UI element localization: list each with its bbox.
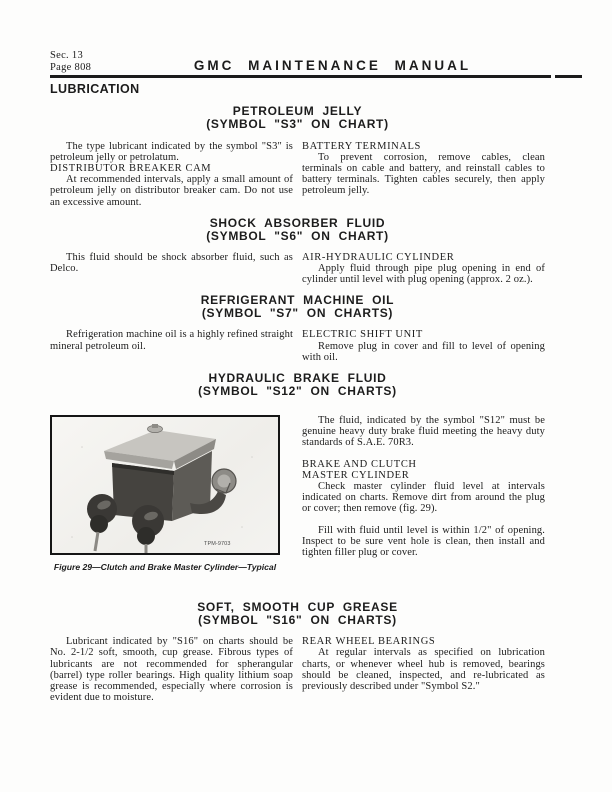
figure-column bbox=[50, 415, 293, 573]
section-columns bbox=[50, 329, 545, 363]
paragraph: Refrigeration machine oil is a highly refined straight mineral petroleum oil. bbox=[50, 329, 293, 352]
section-columns bbox=[50, 415, 545, 573]
header-rule bbox=[50, 75, 583, 78]
subheading: MASTER CYLINDER bbox=[302, 469, 410, 481]
right-column bbox=[302, 329, 545, 363]
paragraph: At recommended intervals, apply a small amount of petroleum jelly on distributor breaker cam. Do not use an excessive amount. bbox=[50, 174, 293, 208]
paragraph: Check master cylinder fluid level at intervals indicated on charts. Remove dirt from around the plug or cover; then remove (fig. 29). bbox=[302, 481, 545, 515]
paragraph: Lubricant indicated by "S16" on charts should be No. 2-1/2 soft, smooth, cup grease. Fibrous types of lubricants are not recommended for spherangular (barrel) type roller bearings. High quality lithium soap grease is recommended, especially where corrosion is evident due to moisture. bbox=[50, 636, 293, 704]
section-title-hydraulic-brake-fluid bbox=[50, 372, 545, 398]
header-rule-long bbox=[50, 75, 551, 78]
paragraph: To prevent corrosion, remove cables, clean terminals on cable and battery, and reinstall cables to battery terminals. Tighten cables securely, then apply petroleum jelly. bbox=[302, 151, 545, 197]
photo-id-label: TPM-9703 bbox=[204, 541, 231, 548]
section-title: SOFT, SMOOTH CUP GREASE bbox=[197, 600, 398, 615]
section-title-refrigerant-machine-oil bbox=[50, 294, 545, 320]
section-title: SHOCK ABSORBER FLUID bbox=[209, 215, 386, 230]
section-subtitle: (SYMBOL "S7" ON CHARTS) bbox=[201, 306, 394, 321]
paragraph: Remove plug in cover and fill to level of opening with oil. bbox=[302, 340, 545, 363]
subheading: AIR-HYDRAULIC CYLINDER bbox=[302, 251, 455, 263]
subheading: BRAKE AND CLUTCH bbox=[302, 458, 417, 470]
subheading: DISTRIBUTOR BREAKER CAM bbox=[50, 163, 212, 174]
section-title-soft-smooth-cup-grease bbox=[50, 601, 545, 627]
section-subtitle: (SYMBOL "S16" ON CHARTS) bbox=[198, 613, 397, 628]
master-cylinder-illustration bbox=[52, 417, 278, 553]
right-column bbox=[302, 252, 545, 286]
section-title: HYDRAULIC BRAKE FLUID bbox=[208, 371, 387, 386]
section-columns bbox=[50, 252, 545, 286]
left-column bbox=[50, 252, 293, 286]
left-column bbox=[50, 329, 293, 363]
page-number-label: Page 808 bbox=[50, 61, 92, 73]
paragraph: Fill with fluid until level is within 1/2" of opening. Inspect to be sure vent hole is clean, then install and tighten filler plug or cover. bbox=[302, 524, 545, 559]
section-subtitle: (SYMBOL "S12" ON CHARTS) bbox=[198, 384, 397, 399]
section-title-shock-absorber-fluid bbox=[50, 217, 545, 243]
section-columns bbox=[50, 141, 545, 208]
subheading: BATTERY TERMINALS bbox=[302, 140, 421, 152]
subheading: REAR WHEEL BEARINGS bbox=[302, 636, 436, 648]
header-rule-dash bbox=[555, 75, 582, 78]
section-number-label: Sec. 13 bbox=[50, 50, 84, 61]
section-title: PETROLEUM JELLY bbox=[232, 103, 363, 118]
figure-box bbox=[50, 415, 280, 555]
paragraph: Apply fluid through pipe plug opening in end of cylinder until level with plug opening (approx. 2 oz.). bbox=[302, 263, 545, 286]
subheading: ELECTRIC SHIFT UNIT bbox=[302, 329, 423, 341]
paragraph: The fluid, indicated by the symbol "S12" must be genuine heavy duty brake fluid meeting the heavy duty standards of S.A.E. 70R3. bbox=[302, 415, 545, 449]
paragraph: The type lubricant indicated by the symbol "S3" is petroleum jelly or petrolatum. bbox=[50, 140, 293, 163]
right-column bbox=[302, 636, 545, 703]
right-column bbox=[302, 415, 545, 573]
manual-title: GMC MAINTENANCE MANUAL bbox=[193, 58, 472, 73]
section-title-petroleum-jelly bbox=[50, 105, 545, 131]
right-column bbox=[302, 141, 545, 208]
section-columns bbox=[50, 636, 545, 703]
left-column bbox=[50, 141, 293, 208]
left-column bbox=[50, 636, 293, 703]
header-meta bbox=[50, 50, 170, 73]
section-subtitle: (SYMBOL "S6" ON CHART) bbox=[206, 228, 389, 243]
figure-caption: Figure 29—Clutch and Brake Master Cylinder—Typical bbox=[53, 562, 277, 573]
section-subtitle: (SYMBOL "S3" ON CHART) bbox=[206, 116, 389, 131]
paragraph: This fluid should be shock absorber fluid, such as Delco. bbox=[50, 251, 293, 275]
chapter-label: LUBRICATION bbox=[50, 81, 140, 96]
page-header bbox=[50, 50, 555, 73]
section-title: REFRIGERANT MACHINE OIL bbox=[200, 293, 395, 308]
paragraph: At regular intervals as specified on lubrication charts, or whenever wheel hub is removed, bearings should be cleaned, inspected, and re-lubricated as previously described under "Symbol S2." bbox=[302, 647, 545, 693]
